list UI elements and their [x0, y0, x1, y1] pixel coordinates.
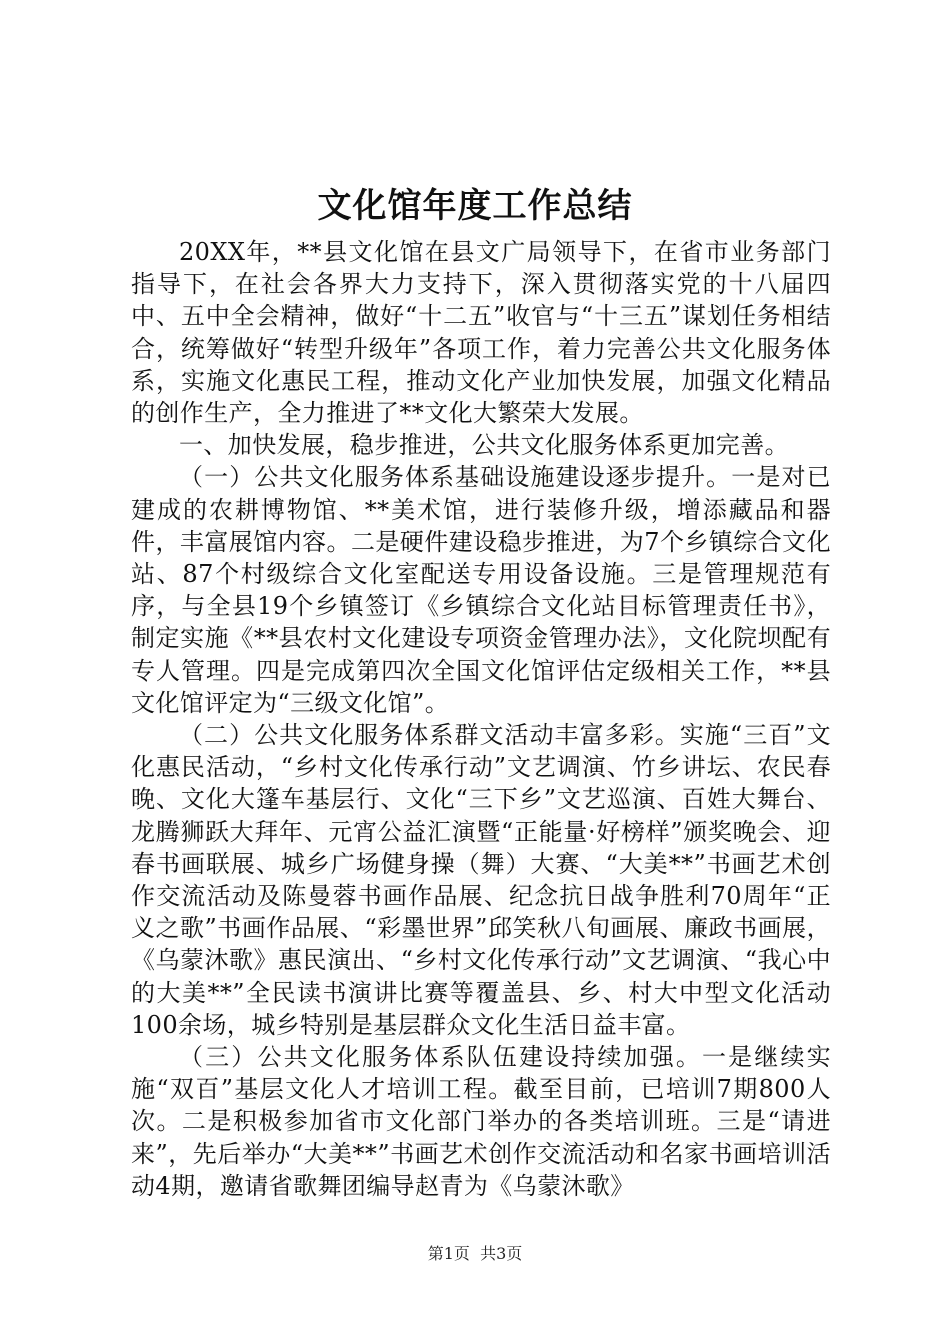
page-total: 共3页: [480, 1244, 523, 1263]
subsection-paragraph-2: （二）公共文化服务体系群文活动丰富多彩。实施“三百”文化惠民活动，“乡村文化传承行动”文艺调演、竹乡讲坛、农民春晚、文化大篷车基层行、文化“三下乡”文艺巡演、百姓大舞台、龙腾狮跃大拜年、元宵公益汇演暨“正能量·好榜样”颁奖晚会、迎春书画联展、城乡广场健身操（舞）大赛、“大美**”书画艺术创作交流活动及陈曼蓉书画作品展、纪念抗日战争胜利70周年“正义之歌”书画作品展、“彩墨世界”邱笑秋八旬画展、廉政书画展，《乌蒙沐歌》惠民演出、“乡村文化传承行动”文艺调演、“我心中的大美**”全民读书演讲比赛等覆盖县、乡、村大中型文化活动100余场，城乡特别是基层群众文化生活日益丰富。: [131, 721, 831, 1039]
document-title: 文化馆年度工作总结: [317, 186, 633, 226]
page-footer: [0, 1243, 950, 1265]
subsection-paragraph-1: （一）公共文化服务体系基础设施建设逐步提升。一是对已建成的农耕博物馆、**美术馆，进行装修升级，增添藏品和器件，丰富展馆内容。二是硬件建设稳步推进，为7个乡镇综合文化站、87个村级综合文化室配送专用设备设施。三是管理规范有序，与全县19个乡镇签订《乡镇综合文化站目标管理责任书》，制定实施《**县农村文化建设专项资金管理办法》，文化院坝配有专人管理。四是完成第四次全国文化馆评估定级相关工作，**县文化馆评定为“三级文化馆”。: [131, 463, 831, 717]
section-heading-1: 一、加快发展，稳步推进，公共文化服务体系更加完善。: [179, 431, 789, 460]
document-body: [131, 236, 831, 1202]
intro-paragraph: 20XX年，**县文化馆在县文广局领导下，在省市业务部门指导下，在社会各界大力支持下，深入贯彻落实党的十八届四中、五中全会精神，做好“十二五”收官与“十三五”谋划任务相结合，统筹做好“转型升级年”各项工作，着力完善公共文化服务体系，实施文化惠民工程，推动文化产业加快发展，加强文化精品的创作生产，全力推进了**文化大繁荣大发展。: [131, 238, 831, 428]
page-number: 第1页: [427, 1244, 470, 1263]
subsection-paragraph-3: （三）公共文化服务体系队伍建设持续加强。一是继续实施“双百”基层文化人才培训工程。截至目前，已培训7期800人次。二是积极参加省市文化部门举办的各类培训班。三是“请进来”，先后举办“大美**”书画艺术创作交流活动和名家书画培训活动4期，邀请省歌舞团编导赵青为《乌蒙沐歌》: [131, 1043, 831, 1200]
